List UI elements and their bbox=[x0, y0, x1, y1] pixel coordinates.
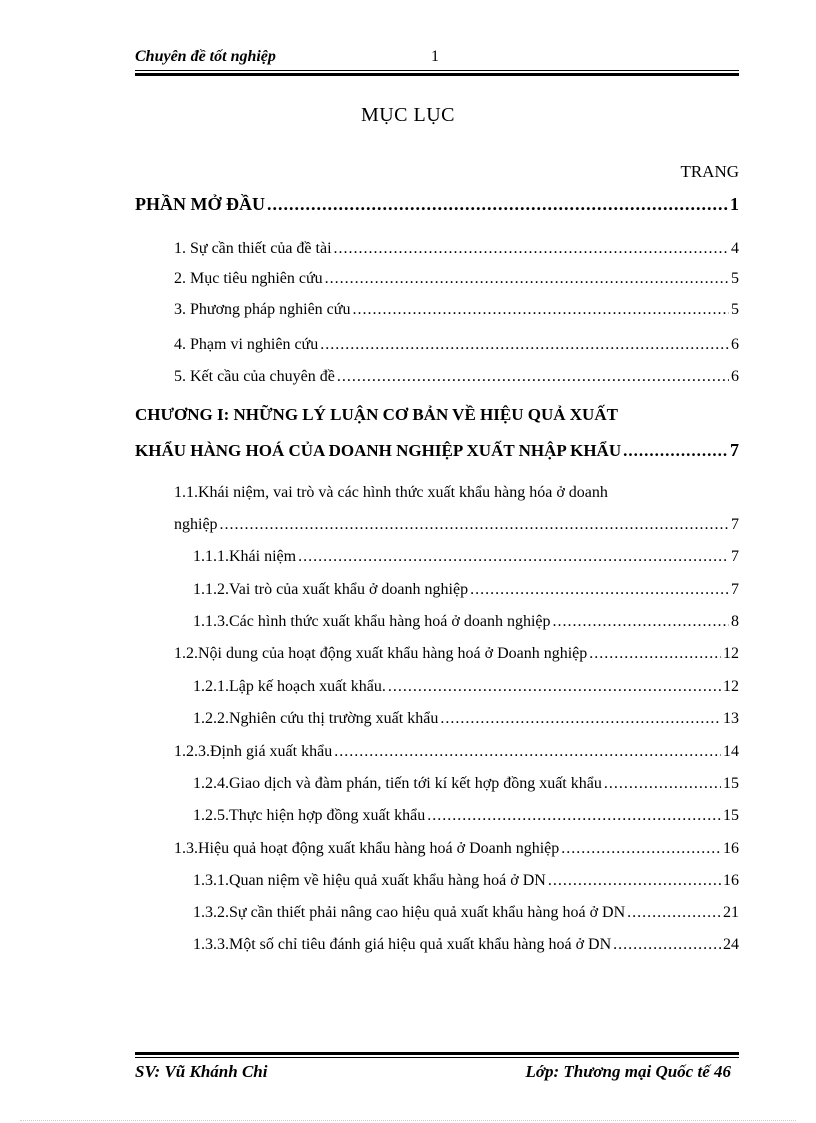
toc-entry[interactable] bbox=[193, 904, 739, 922]
toc-entry-page: 4 bbox=[731, 240, 739, 257]
toc-entry-page: 14 bbox=[723, 743, 739, 760]
footer-student-name: SV: Vũ Khánh Chi bbox=[135, 1062, 268, 1081]
toc-entry[interactable] bbox=[174, 368, 739, 386]
toc-entry[interactable] bbox=[193, 775, 739, 793]
toc-entry-text: 1.3.2.Sự cần thiết phải nâng cao hiệu quả xuất khẩu hàng hoá ở DN bbox=[193, 904, 626, 921]
toc-entry-text: PHẦN MỞ ĐẦU bbox=[135, 194, 265, 214]
dot-leader bbox=[427, 807, 721, 825]
toc-entry[interactable] bbox=[193, 710, 739, 728]
header-title: Chuyên đề tốt nghiệp bbox=[135, 48, 276, 65]
toc-entry-text: 1.1.2.Vai trò của xuất khẩu ở doanh nghiệp bbox=[193, 581, 469, 598]
dot-leader bbox=[548, 872, 721, 890]
toc-entry[interactable] bbox=[193, 936, 739, 954]
footer-class-name: Lớp: Thương mại Quốc tế 46 bbox=[525, 1062, 731, 1081]
footer-rule-thick bbox=[135, 1052, 739, 1055]
dot-leader bbox=[440, 710, 721, 728]
toc-entry-text: 5. Kết cầu của chuyên đề bbox=[174, 368, 335, 385]
toc-entry-page: 15 bbox=[723, 807, 739, 824]
toc-entry-page: 12 bbox=[723, 678, 739, 695]
footer-rule-thin bbox=[135, 1057, 739, 1058]
dot-leader bbox=[334, 743, 721, 761]
toc-entry[interactable] bbox=[193, 807, 739, 825]
dot-leader bbox=[220, 516, 729, 534]
toc-entry-page: 5 bbox=[731, 301, 739, 318]
toc-entry-text: 1.3.Hiệu quả hoạt động xuất khẩu hàng hoá ở Doanh nghiệp bbox=[174, 840, 560, 857]
dot-leader bbox=[267, 194, 728, 215]
toc-entry-text: 1.3.1.Quan niệm về hiệu quả xuất khẩu hàng hoá ở DN bbox=[193, 872, 546, 889]
toc-entry-text: 1.2.2.Nghiên cứu thị trường xuất khẩu bbox=[193, 710, 439, 727]
toc-entry-text: 1.2.Nội dung của hoạt động xuất khẩu hàng hoá ở Doanh nghiệp bbox=[174, 645, 588, 662]
toc-entry-page: 7 bbox=[731, 581, 739, 598]
toc-entry[interactable] bbox=[193, 678, 739, 696]
toc-entry[interactable] bbox=[174, 270, 739, 288]
toc-entry[interactable] bbox=[174, 240, 739, 258]
chapter-1-heading-line-1[interactable]: CHƯƠNG I: NHỮNG LÝ LUẬN CƠ BẢN VỀ HIỆU QUẢ XUẤT bbox=[135, 405, 618, 424]
toc-entry-text: 1.2.5.Thực hiện hợp đồng xuất khẩu bbox=[193, 807, 426, 824]
toc-entry[interactable] bbox=[174, 336, 739, 354]
toc-entry-text: 3. Phương pháp nghiên cứu bbox=[174, 301, 351, 318]
header-page-number: 1 bbox=[431, 48, 439, 65]
page-column-label: TRANG bbox=[680, 162, 739, 181]
toc-entry-page: 6 bbox=[731, 368, 739, 385]
toc-entry-page: 12 bbox=[723, 645, 739, 662]
toc-entry-text: 1.2.3.Định giá xuất khẩu bbox=[174, 743, 333, 760]
toc-entry-page: 1 bbox=[730, 194, 739, 214]
toc-entry[interactable] bbox=[193, 872, 739, 890]
dot-leader bbox=[334, 240, 729, 258]
toc-entry-text: 1.2.4.Giao dịch và đàm phán, tiến tới kí kết hợp đồng xuất khẩu bbox=[193, 775, 602, 792]
toc-entry[interactable] bbox=[193, 581, 739, 599]
dot-leader bbox=[352, 301, 729, 319]
page-header bbox=[135, 48, 739, 70]
toc-entry-text: 1.1.1.Khái niệm bbox=[193, 548, 297, 565]
page-bottom-edge bbox=[20, 1120, 796, 1121]
dot-leader bbox=[627, 904, 721, 922]
dot-leader bbox=[589, 645, 721, 663]
header-rule-thick bbox=[135, 73, 739, 76]
toc-entry-page: 7 bbox=[731, 548, 739, 565]
toc-entry-section-1-3[interactable] bbox=[174, 840, 739, 858]
toc-title: MỤC LỤC bbox=[360, 104, 456, 126]
dot-leader bbox=[470, 581, 729, 599]
dot-leader bbox=[613, 936, 721, 954]
header-rule-thin bbox=[135, 70, 739, 71]
toc-entry-page: 21 bbox=[723, 904, 739, 921]
toc-entry-intro[interactable] bbox=[135, 194, 739, 215]
toc-entry-section-1-1[interactable] bbox=[174, 516, 739, 534]
toc-entry[interactable] bbox=[174, 743, 739, 761]
toc-entry-chapter-1[interactable] bbox=[135, 440, 739, 461]
toc-entry-page: 7 bbox=[731, 516, 739, 533]
toc-entry-page: 7 bbox=[730, 440, 739, 460]
toc-entry[interactable] bbox=[174, 301, 739, 319]
dot-leader bbox=[604, 775, 721, 793]
toc-entry-text: 2. Mục tiêu nghiên cứu bbox=[174, 270, 323, 287]
toc-entry-text: 1.2.1.Lập kế hoạch xuất khẩu. bbox=[193, 678, 386, 695]
dot-leader bbox=[325, 270, 729, 288]
toc-entry[interactable] bbox=[193, 613, 739, 631]
toc-entry-page: 16 bbox=[723, 840, 739, 857]
toc-entry-text: nghiệp bbox=[174, 516, 218, 533]
toc-entry-text: 4. Phạm vi nghiên cứu bbox=[174, 336, 319, 353]
dot-leader bbox=[320, 336, 729, 354]
dot-leader bbox=[388, 678, 721, 696]
toc-entry-text: 1.1.3.Các hình thức xuất khẩu hàng hoá ở doanh nghiệp bbox=[193, 613, 551, 630]
section-1-1-line-1[interactable]: 1.1.Khái niệm, vai trò và các hình thức xuất khẩu hàng hóa ở doanh bbox=[174, 484, 608, 501]
toc-entry-page: 13 bbox=[723, 710, 739, 727]
toc-entry-text: 1.3.3.Một số chỉ tiêu đánh giá hiệu quả xuất khẩu hàng hoá ở DN bbox=[193, 936, 612, 953]
dot-leader bbox=[298, 548, 729, 566]
toc-entry-page: 15 bbox=[723, 775, 739, 792]
dot-leader bbox=[553, 613, 730, 631]
dot-leader bbox=[623, 441, 728, 461]
toc-entry-page: 8 bbox=[731, 613, 739, 630]
toc-entry-page: 6 bbox=[731, 336, 739, 353]
toc-entry-section-1-2[interactable] bbox=[174, 645, 739, 663]
toc-entry[interactable] bbox=[193, 548, 739, 566]
toc-entry-page: 24 bbox=[723, 936, 739, 953]
toc-entry-page: 16 bbox=[723, 872, 739, 889]
toc-entry-page: 5 bbox=[731, 270, 739, 287]
dot-leader bbox=[337, 368, 729, 386]
toc-entry-text: 1. Sự cần thiết của đề tài bbox=[174, 240, 332, 257]
toc-entry-text: KHẨU HÀNG HOÁ CỦA DOANH NGHIỆP XUẤT NHẬP KHẨU bbox=[135, 441, 622, 460]
dot-leader bbox=[561, 840, 721, 858]
